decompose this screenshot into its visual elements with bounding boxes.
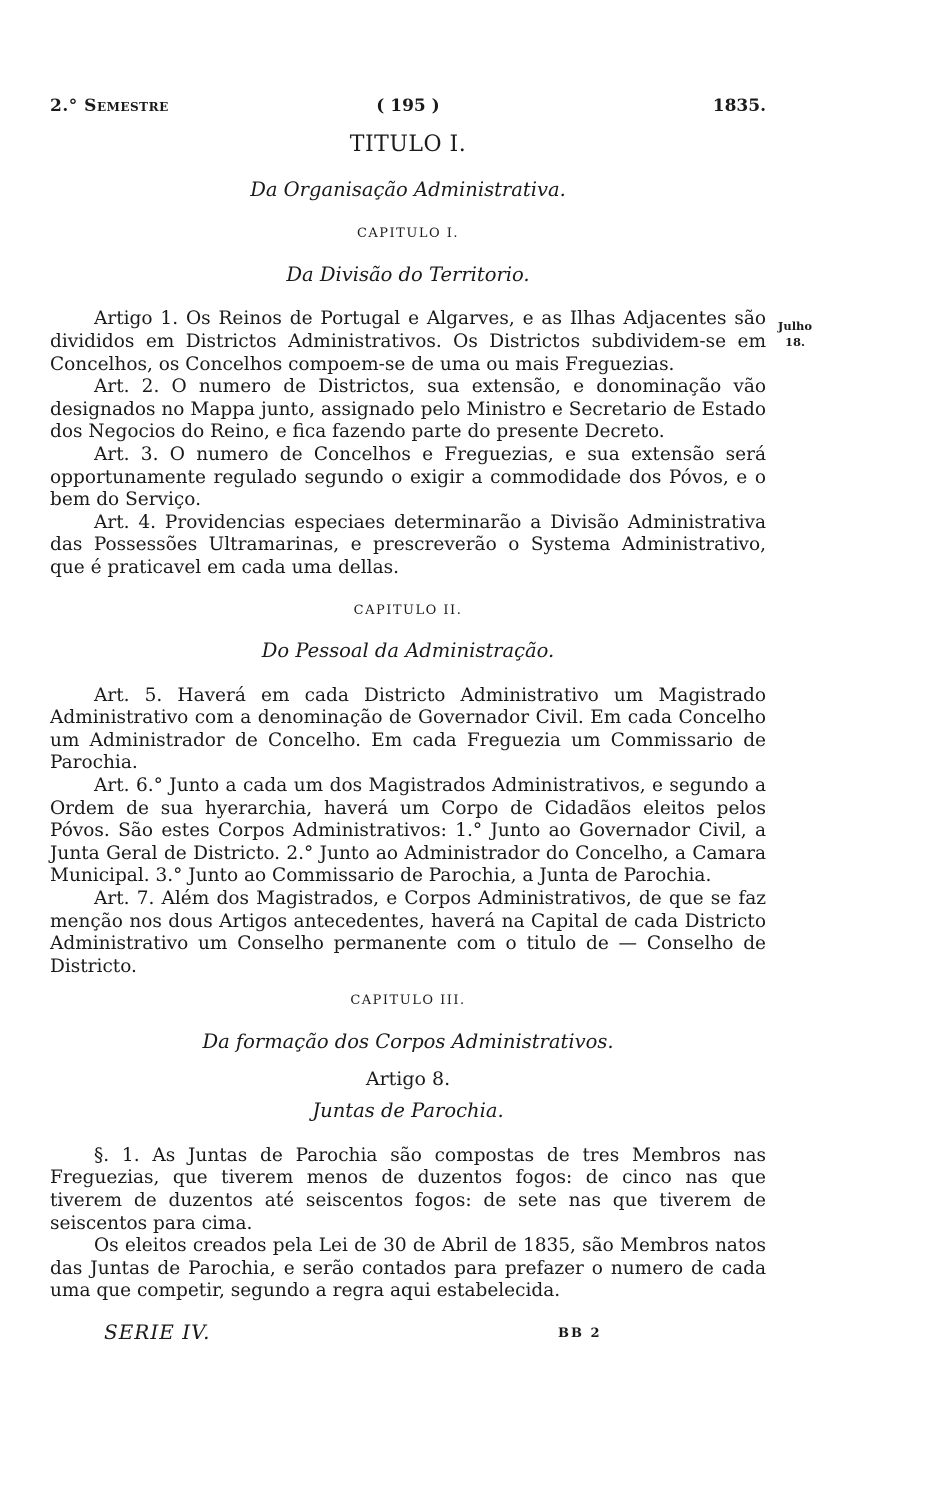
titulo-subtitle: Da Organisação Administrativa. bbox=[250, 177, 566, 201]
page-footer bbox=[104, 1320, 624, 1348]
article-7: Art. 7. Além dos Magistrados, e Corpos Administrativos, de que se faz menção nos dous Artigos antecedentes, haverá na Capital de cada Districto Administrativo um Conselho permanente com o titulo de — Conselho de Districto. bbox=[50, 888, 766, 977]
series-label: SERIE IV. bbox=[104, 1320, 211, 1344]
article-6: Art. 6.° Junto a cada um dos Magistrados Administrativos, e segundo a Ordem de sua hyerarchia, haverá um Corpo de Cidadãos eleitos pelos Póvos. São estes Corpos Administrativos: 1.° Junto ao Governador Civil, a Junta Geral de Districto. 2.° Junto ao Administrador do Concelho, a Camara Municipal. 3.° Junto ao Commissario de Parochia, a Junta de Parochia. bbox=[50, 775, 766, 887]
page-number: ( 195 ) bbox=[376, 96, 440, 116]
running-header bbox=[50, 96, 766, 122]
paragraph-1: §. 1. As Juntas de Parochia são compostas de tres Membros nas Freguezias, que tiverem menos de duzentos fogos: de cinco nas que tiverem de duzentos até seiscentos fogos: de sete nas que tiverem de seiscentos para cima. bbox=[50, 1144, 766, 1234]
margin-month: Julho bbox=[777, 319, 813, 333]
chapter-1-heading: CAPITULO I. bbox=[356, 226, 460, 242]
article-2: Art. 2. O numero de Districtos, sua extensão, e donominação vão designados no Mappa junto, assignado pelo Ministro e Secretario de Estado dos Negocios do Reino, e fica fazendo parte do presente Decreto. bbox=[50, 376, 766, 443]
chapter-2-heading: CAPITULO II. bbox=[353, 602, 463, 618]
article-3: Art. 3. O numero de Concelhos e Freguezias, e sua extensão será opportunamente regulado segundo o exigir a commodidade dos Póvos, e o bem do Serviço. bbox=[50, 443, 766, 511]
printer-signature: BB 2 bbox=[558, 1326, 602, 1341]
semester-label: 2.° Semestre bbox=[50, 96, 169, 116]
chapter-2-title: Do Pessoal da Administração. bbox=[261, 639, 555, 663]
article-5: Art. 5. Haverá em cada Districto Administrativo um Magistrado Administrativo com a denominação de Governador Civil. Em cada Concelho um Administrador de Concelho. Em cada Freguezia um Commissario de Parochia. bbox=[50, 684, 766, 774]
margin-date-note bbox=[772, 318, 818, 350]
article-1: Artigo 1. Os Reinos de Portugal e Algarves, e as Ilhas Adjacentes são divididos em Districtos Administrativos. Os Districtos subdividem-se em Concelhos, os Concelhos compoem-se de uma ou mais Freguezias. bbox=[50, 308, 766, 375]
document-body bbox=[50, 130, 766, 1303]
article-8-title: Juntas de Parochia. bbox=[312, 1099, 504, 1123]
year-label: 1835. bbox=[712, 96, 766, 116]
paragraph-eleitos: Os eleitos creados pela Lei de 30 de Abril de 1835, são Membros natos das Juntas de Parochia, e serão contados para prefazer o numero de cada uma que competir, segundo a regra aqui estabelecida. bbox=[50, 1235, 766, 1302]
article-4: Art. 4. Providencias especiaes determinarão a Divisão Administrativa das Possessões Ultramarinas, e prescreverão o Systema Administrativo, que é praticavel em cada uma dellas. bbox=[50, 511, 766, 578]
chapter-1-title: Da Divisão do Territorio. bbox=[286, 262, 530, 286]
titulo-heading: TITULO I. bbox=[349, 132, 467, 157]
margin-day: 18. bbox=[784, 335, 805, 349]
chapter-3-heading: CAPITULO III. bbox=[350, 993, 466, 1009]
chapter-3-title: Da formação dos Corpos Administrativos. bbox=[202, 1030, 614, 1053]
article-8-heading: Artigo 8. bbox=[365, 1067, 451, 1090]
